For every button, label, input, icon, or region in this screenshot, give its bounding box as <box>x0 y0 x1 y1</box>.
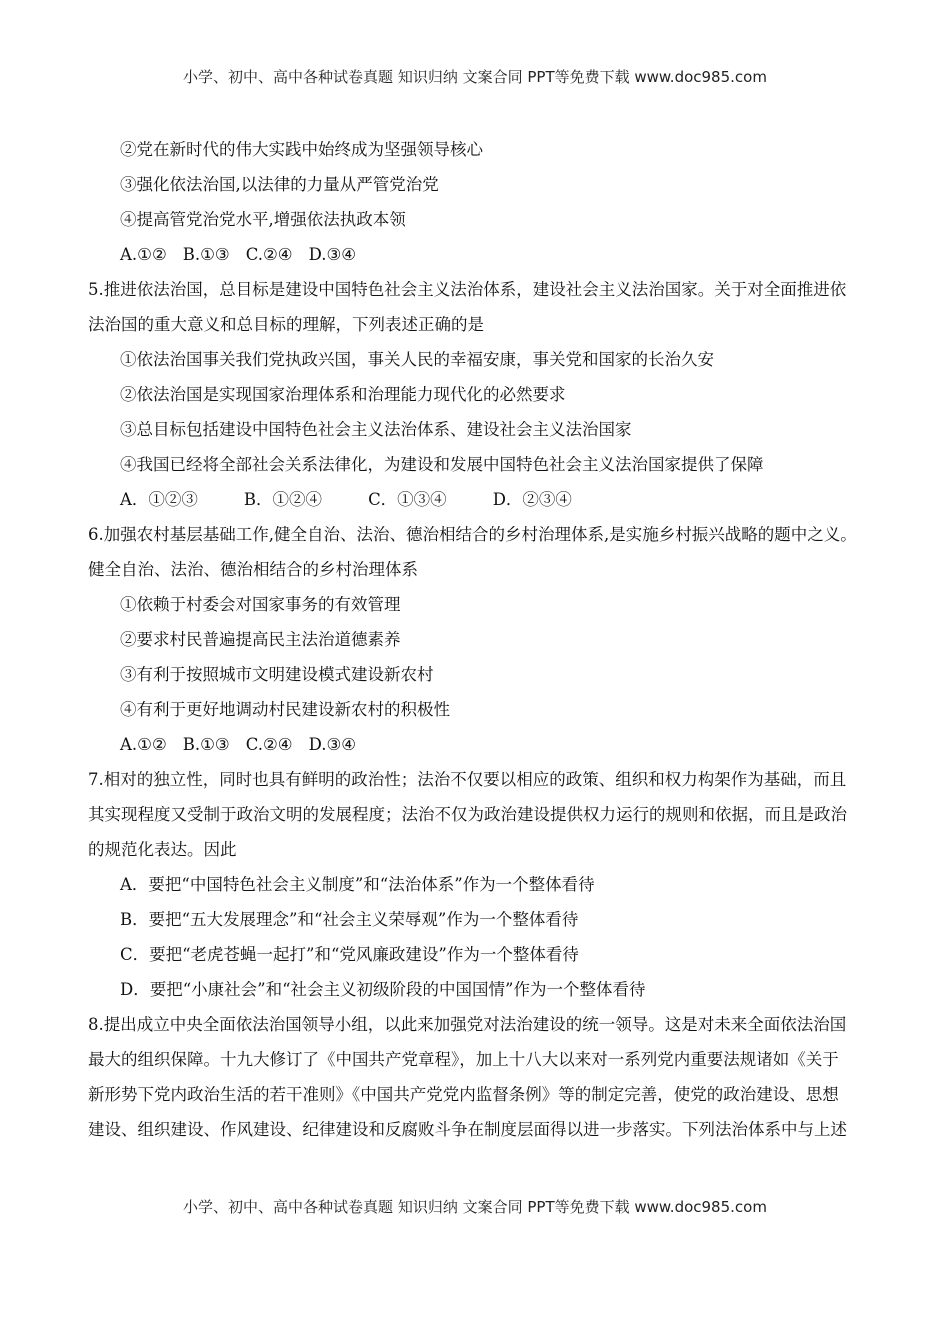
q5-answer-b: B．①②④ <box>243 490 323 509</box>
q4-option-4: ④提高管党治党水平,增强依法执政本领 <box>120 210 406 229</box>
q7-option-c: C．要把“老虎苍蝇一起打”和“党风廉政建设”作为一个整体看待 <box>120 945 579 964</box>
q5-option-4: ④我国已经将全部社会关系法律化，为建设和发展中国特色社会主义法治国家提供了保障 <box>120 455 764 474</box>
document-body <box>88 132 868 1147</box>
q4-answer-b: B.①③ <box>182 245 230 264</box>
q6-option-4: ④有利于更好地调动村民建设新农村的积极性 <box>120 700 450 719</box>
q5-answer-a: A．①②③ <box>120 490 198 509</box>
q6-option-3: ③有利于按照城市文明建设模式建设新农村 <box>120 665 434 684</box>
q7-stem-line-3: 的规范化表达。因此 <box>88 840 237 859</box>
page-footer: 小学、初中、高中各种试卷真题 知识归纳 文案合同 PPT等免费下载 www.doc985.com <box>183 1198 767 1216</box>
page-header: 小学、初中、高中各种试卷真题 知识归纳 文案合同 PPT等免费下载 www.doc985.com <box>183 68 767 86</box>
q5-option-3: ③总目标包括建设中国特色社会主义法治体系、建设社会主义法治国家 <box>120 420 632 439</box>
q5-answers <box>88 482 868 517</box>
q4-answer-a: A.①② <box>120 245 167 264</box>
q8-stem-line-3: 新形势下党内政治生活的若干准则》《中国共产党党内监督条例》等的制定完善，使党的政治建设、思想 <box>88 1085 839 1104</box>
q8-stem-line-1: 8.提出成立中央全面依法治国领导小组，以此来加强党对法治建设的统一领导。这是对未来全面依法治国 <box>88 1015 847 1034</box>
q5-answer-c: C．①③④ <box>368 490 447 509</box>
q6-stem-line-1: 6.加强农村基层基础工作,健全自治、法治、德治相结合的乡村治理体系,是实施乡村振兴战略的题中之义。 <box>88 525 857 544</box>
q6-answer-b: B.①③ <box>182 735 230 754</box>
q6-answer-d: D.③④ <box>308 735 357 754</box>
q5-stem-line-2: 法治国的重大意义和总目标的理解，下列表述正确的是 <box>88 315 484 334</box>
q7-stem-line-1: 7.相对的独立性，同时也具有鲜明的政治性；法治不仅要以相应的政策、组织和权力构架作为基础，而且 <box>88 770 847 789</box>
q5-answer-d: D．②③④ <box>492 490 572 509</box>
q5-option-2: ②依法治国是实现国家治理体系和治理能力现代化的必然要求 <box>120 385 566 404</box>
q7-option-a: A．要把“中国特色社会主义制度”和“法治体系”作为一个整体看待 <box>120 875 595 894</box>
q4-option-2: ②党在新时代的伟大实践中始终成为坚强领导核心 <box>120 140 483 159</box>
q7-stem-line-2: 其实现程度又受制于政治文明的发展程度；法治不仅为政治建设提供权力运行的规则和依据，而且是政治 <box>88 805 847 824</box>
q4-option-3: ③强化依法治国,以法律的力量从严管党治党 <box>120 175 439 194</box>
q6-stem-line-2: 健全自治、法治、德治相结合的乡村治理体系 <box>88 560 418 579</box>
q4-answers <box>88 237 868 272</box>
q5-option-1: ①依法治国事关我们党执政兴国，事关人民的幸福安康，事关党和国家的长治久安 <box>120 350 714 369</box>
q7-option-b: B．要把“五大发展理念”和“社会主义荣辱观”作为一个整体看待 <box>120 910 579 929</box>
q8-stem-line-2: 最大的组织保障。十九大修订了《中国共产党章程》，加上十八大以来对一系列党内重要法规诸如《关于 <box>88 1050 839 1069</box>
q4-answer-d: D.③④ <box>308 245 357 264</box>
q8-stem-line-4: 建设、组织建设、作风建设、纪律建设和反腐败斗争在制度层面得以进一步落实。下列法治体系中与上述 <box>88 1120 847 1139</box>
q6-option-1: ①依赖于村委会对国家事务的有效管理 <box>120 595 401 614</box>
q6-answer-c: C.②④ <box>245 735 293 754</box>
q4-answer-c: C.②④ <box>245 245 293 264</box>
q6-answers <box>88 727 868 762</box>
q6-answer-a: A.①② <box>120 735 167 754</box>
q6-option-2: ②要求村民普遍提高民主法治道德素养 <box>120 630 401 649</box>
q5-stem-line-1: 5.推进依法治国，总目标是建设中国特色社会主义法治体系，建设社会主义法治国家。关于对全面推进依 <box>88 280 847 299</box>
q7-option-d: D．要把“小康社会”和“社会主义初级阶段的中国国情”作为一个整体看待 <box>120 980 646 999</box>
